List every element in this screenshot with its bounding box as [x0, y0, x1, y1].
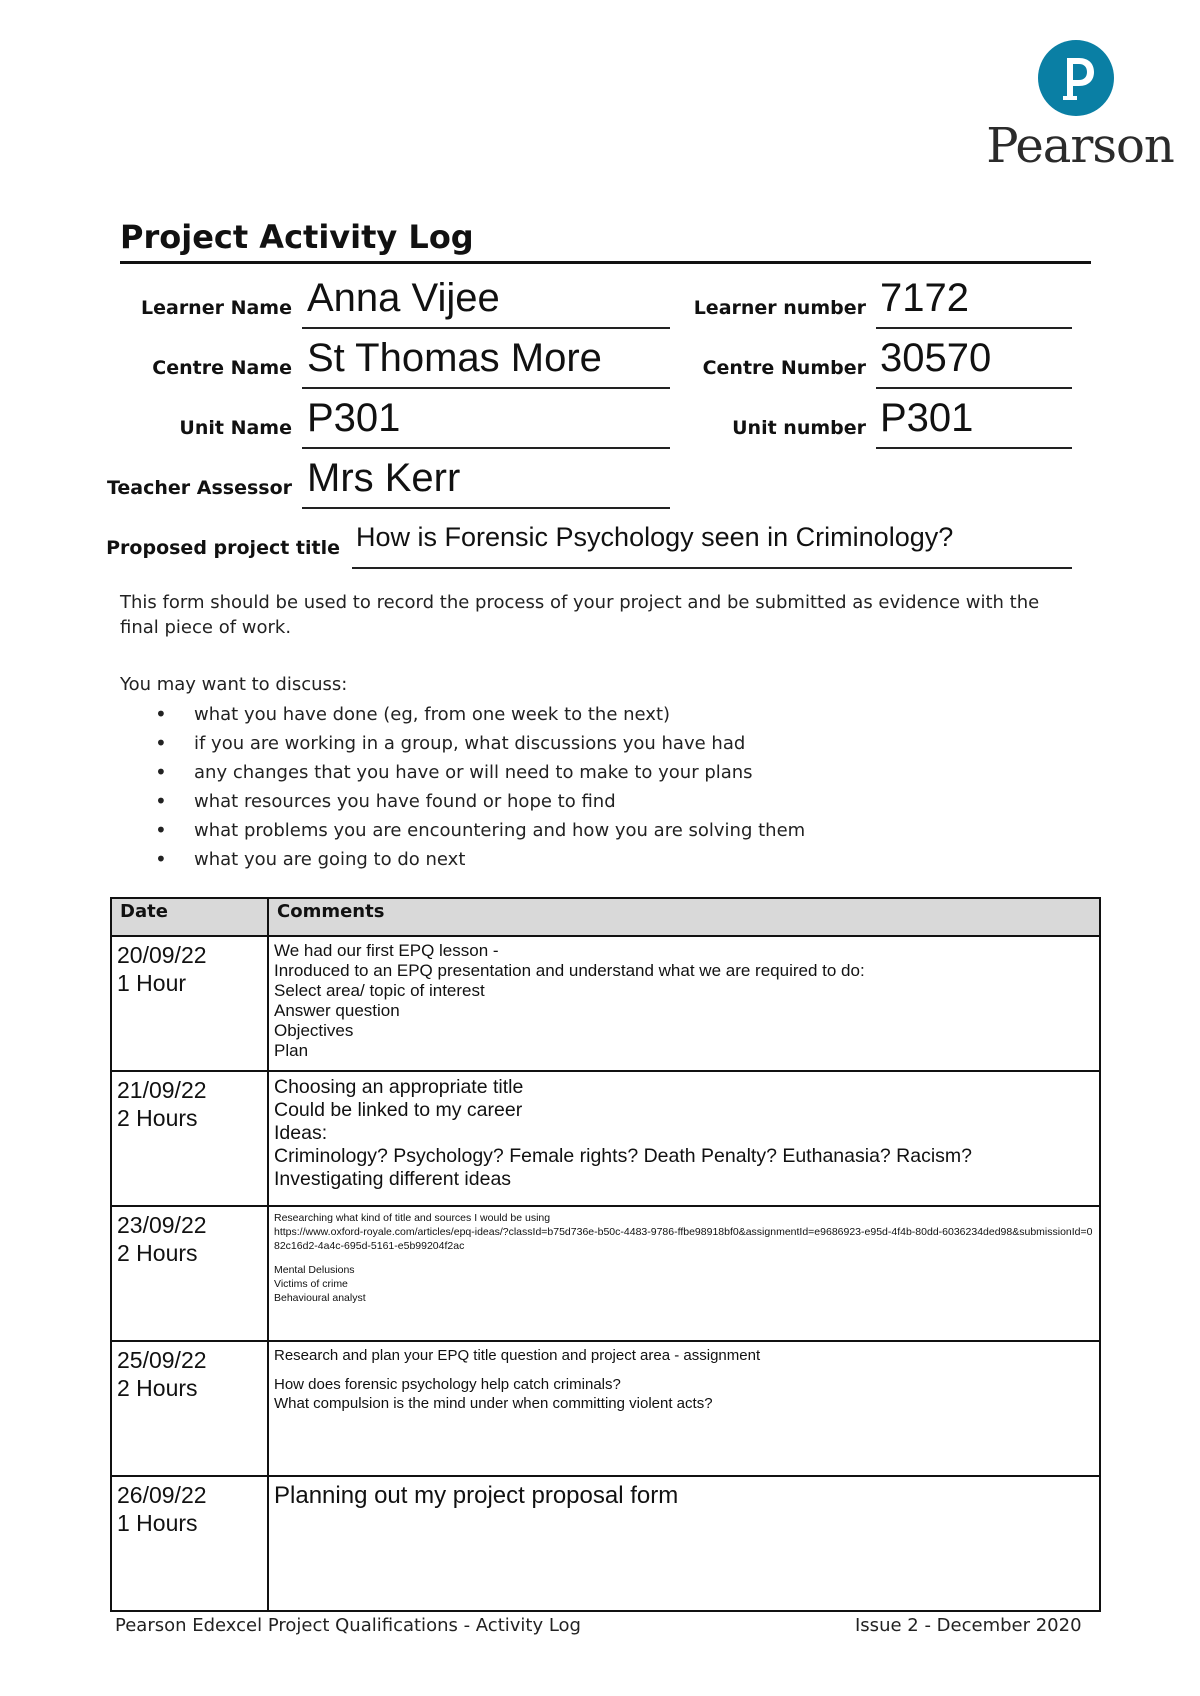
- comment-cell: [268, 1071, 1100, 1206]
- learner-name-label: Learner Name: [141, 297, 292, 319]
- unit-number-label: Unit number: [732, 417, 866, 439]
- research-link[interactable]: https://www.oxford-royale.com/articles/epq-ideas/?classId=b75d736e-b50c-4483-9786-ffbe98918bf0&assignmentId=e9686923-e95d-4f4b-80dd-6036234ded98&submissionId=082c16d2-4a4c-695d-5161-e5b99204f2ac: [274, 1226, 1093, 1252]
- centre-name-underline: [302, 387, 670, 389]
- centre-name-value: St Thomas More: [307, 336, 602, 380]
- unit-number-underline: [876, 447, 1072, 449]
- comment-line: Behavioural analyst: [274, 1292, 366, 1304]
- table-row: [111, 1476, 1100, 1611]
- comment-line: Planning out my project proposal form: [274, 1482, 679, 1509]
- entry-duration: 1 Hour: [117, 970, 187, 996]
- title-divider: [120, 261, 1091, 264]
- list-item: • what you are going to do next: [140, 845, 805, 874]
- teacher-assessor-underline: [302, 507, 670, 509]
- comment-line: Researching what kind of title and sources I would be using: [274, 1212, 551, 1224]
- table-row: [111, 936, 1100, 1071]
- list-item: • if you are working in a group, what discussions you have had: [140, 729, 805, 758]
- footer-issue: Issue 2 - December 2020: [855, 1615, 1082, 1636]
- list-item: • what problems you are encountering and how you are solving them: [140, 816, 805, 845]
- entry-duration: 2 Hours: [117, 1240, 198, 1266]
- footer-document-name: Pearson Edexcel Project Qualifications - Activity Log: [115, 1615, 581, 1636]
- proposed-title-underline: [352, 567, 1072, 569]
- comment-line: Answer question: [274, 1001, 400, 1020]
- comment-cell: [268, 936, 1100, 1071]
- list-item: • what you have done (eg, from one week to the next): [140, 700, 805, 729]
- centre-number-value: 30570: [880, 336, 992, 380]
- entry-duration: 2 Hours: [117, 1375, 198, 1401]
- date-cell: [111, 1206, 268, 1341]
- comment-line: Victims of crime: [274, 1278, 348, 1290]
- centre-name-label: Centre Name: [152, 357, 292, 379]
- comment-line: How does forensic psychology help catch criminals?: [274, 1376, 621, 1393]
- learner-name-value: Anna Vijee: [307, 276, 500, 320]
- activity-log-table: [110, 897, 1101, 1612]
- spacer: [274, 1365, 1094, 1375]
- page-title: Project Activity Log: [120, 218, 474, 256]
- proposed-title-value: How is Forensic Psychology seen in Criminology?: [356, 522, 954, 552]
- table-header-row: [111, 898, 1100, 936]
- entry-date: 20/09/22: [117, 942, 207, 968]
- centre-number-label: Centre Number: [702, 357, 866, 379]
- comment-line: Inroduced to an EPQ presentation and understand what we are required to do:: [274, 961, 865, 980]
- comment-line: What compulsion is the mind under when committing violent acts?: [274, 1395, 713, 1412]
- comment-line: Choosing an appropriate title: [274, 1076, 524, 1098]
- centre-number-underline: [876, 387, 1072, 389]
- comment-line: Research and plan your EPQ title question and project area - assignment: [274, 1347, 761, 1364]
- pearson-logo-icon: [1037, 38, 1115, 118]
- date-cell: [111, 1071, 268, 1206]
- comment-line: Investigating different ideas: [274, 1168, 512, 1190]
- entry-date: 25/09/22: [117, 1347, 207, 1373]
- list-item: • what resources you have found or hope to find: [140, 787, 805, 816]
- learner-name-underline: [302, 327, 670, 329]
- entry-duration: 2 Hours: [117, 1105, 198, 1131]
- entry-date: 26/09/22: [117, 1482, 207, 1508]
- comment-line: We had our first EPQ lesson -: [274, 941, 499, 960]
- comment-line: Criminology? Psychology? Female rights? Death Penalty? Euthanasia? Racism?: [274, 1145, 973, 1167]
- date-column-header: Date: [111, 898, 268, 936]
- intro-paragraph: This form should be used to record the process of your project and be submitted as evidence with the final piece of work.: [120, 592, 1040, 638]
- discussion-list: [140, 700, 805, 874]
- comment-line: Objectives: [274, 1021, 354, 1040]
- learner-number-label: Learner number: [693, 297, 866, 319]
- pearson-wordmark: Pearson: [986, 118, 1174, 174]
- list-item: • any changes that you have or will need to make to your plans: [140, 758, 805, 787]
- discuss-heading: You may want to discuss:: [120, 674, 348, 695]
- comment-line: Select area/ topic of interest: [274, 981, 485, 1000]
- spacer: [274, 1253, 1094, 1263]
- learner-number-value: 7172: [880, 276, 969, 320]
- comment-line: Could be linked to my career: [274, 1099, 523, 1121]
- comments-column-header: Comments: [268, 898, 1100, 936]
- date-cell: [111, 1341, 268, 1476]
- date-cell: [111, 1476, 268, 1611]
- teacher-assessor-value: Mrs Kerr: [307, 456, 461, 500]
- unit-number-value: P301: [880, 396, 974, 440]
- date-cell: [111, 936, 268, 1071]
- unit-name-underline: [302, 447, 670, 449]
- comment-cell: [268, 1476, 1100, 1611]
- comment-cell: [268, 1341, 1100, 1476]
- comment-line: Mental Delusions: [274, 1264, 355, 1276]
- learner-number-underline: [876, 327, 1072, 329]
- entry-duration: 1 Hours: [117, 1510, 198, 1536]
- unit-name-label: Unit Name: [179, 417, 292, 439]
- entry-date: 21/09/22: [117, 1077, 207, 1103]
- proposed-title-label: Proposed project title: [106, 537, 340, 559]
- table-row: [111, 1341, 1100, 1476]
- comment-line: Plan: [274, 1041, 309, 1060]
- entry-date: 23/09/22: [117, 1212, 207, 1238]
- comment-line: Ideas:: [274, 1122, 328, 1144]
- teacher-assessor-label: Teacher Assessor: [106, 477, 292, 499]
- table-row: [111, 1071, 1100, 1206]
- comment-cell: [268, 1206, 1100, 1341]
- unit-name-value: P301: [307, 396, 401, 440]
- table-row: [111, 1206, 1100, 1341]
